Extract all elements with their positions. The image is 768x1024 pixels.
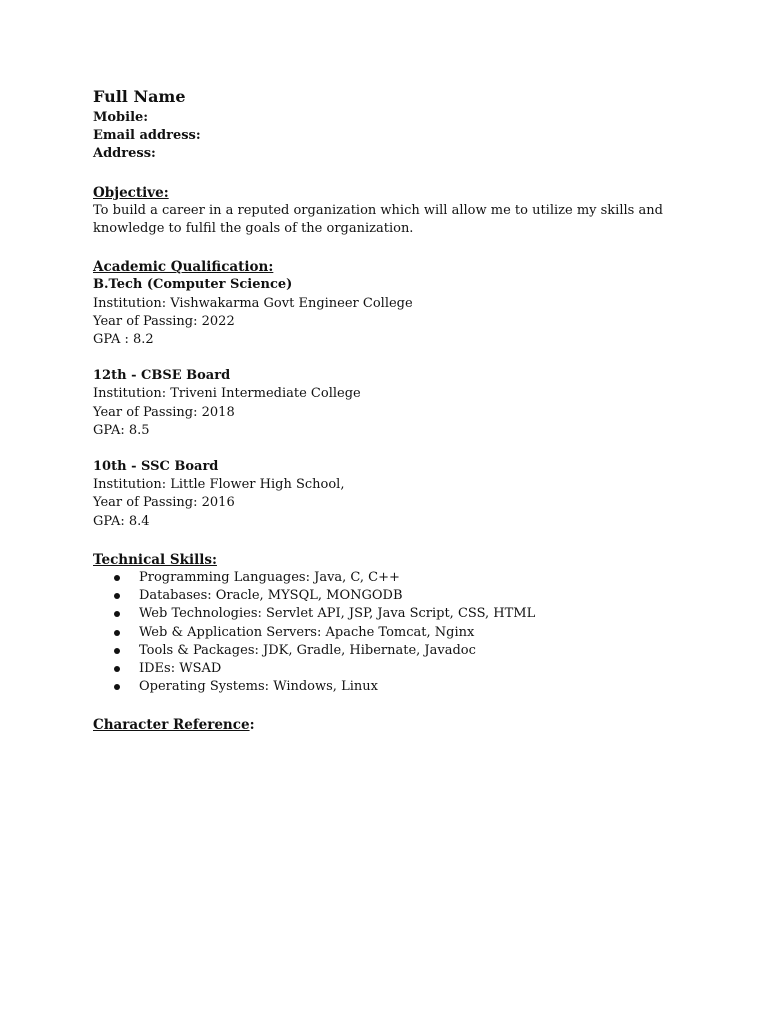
education-gpa: GPA: 8.4 <box>93 513 150 529</box>
bullet-icon <box>114 684 120 690</box>
references-heading <box>93 716 693 734</box>
education-gpa: GPA: 8.5 <box>93 422 150 438</box>
skill-text: Operating Systems: Windows, Linux <box>139 679 378 695</box>
skill-item <box>93 624 693 642</box>
bullet-icon <box>114 611 120 617</box>
education-entry-btech <box>93 276 693 349</box>
education-year: Year of Passing: 2016 <box>93 495 235 511</box>
email-label: Email address: <box>93 128 201 144</box>
education-entry-12th <box>93 367 693 440</box>
full-name: Full Name <box>93 87 186 106</box>
bullet-icon <box>114 648 120 654</box>
bullet-icon <box>114 593 120 599</box>
spacer <box>93 531 693 551</box>
address-label: Address: <box>93 146 156 162</box>
education-year: Year of Passing: 2018 <box>93 404 235 420</box>
skill-item <box>93 678 693 696</box>
skill-text: IDEs: WSAD <box>139 661 222 677</box>
spacer <box>93 164 693 184</box>
objective-title: Objective: <box>93 184 169 201</box>
objective-text-line-1: To build a career in a reputed organization which will allow me to utilize my skills and <box>93 202 663 218</box>
bullet-icon <box>114 666 120 672</box>
skill-item <box>93 642 693 660</box>
references-colon: : <box>249 717 255 734</box>
education-gpa: GPA : 8.2 <box>93 332 154 348</box>
skill-text: Web & Application Servers: Apache Tomcat, Nginx <box>139 624 475 640</box>
education-heading: 10th - SSC Board <box>93 459 219 475</box>
spacer <box>93 696 693 716</box>
bullet-icon <box>114 575 120 581</box>
academic-title: Academic Qualification: <box>93 259 274 276</box>
spacer <box>93 440 693 458</box>
education-institution: Institution: Triveni Intermediate College <box>93 386 361 402</box>
skill-text: Programming Languages: Java, C, C++ <box>139 570 400 586</box>
skill-item <box>93 587 693 605</box>
education-institution: Institution: Little Flower High School, <box>93 477 345 493</box>
objective-text-line-2: knowledge to fulfil the goals of the organization. <box>93 221 414 237</box>
bullet-icon <box>114 630 120 636</box>
skill-text: Tools & Packages: JDK, Gradle, Hibernate, Javadoc <box>139 642 476 658</box>
education-heading: B.Tech (Computer Science) <box>93 277 293 293</box>
education-entry-10th <box>93 458 693 531</box>
skill-item <box>93 569 693 587</box>
education-heading: 12th - CBSE Board <box>93 368 231 384</box>
spacer <box>93 238 693 258</box>
mobile-label: Mobile: <box>93 110 149 125</box>
skills-list <box>93 569 693 696</box>
education-year: Year of Passing: 2022 <box>93 313 235 329</box>
spacer <box>93 349 693 367</box>
skills-title: Technical Skills: <box>93 551 217 568</box>
skill-text: Web Technologies: Servlet API, JSP, Java Script, CSS, HTML <box>139 606 536 622</box>
education-institution: Institution: Vishwakarma Govt Engineer College <box>93 295 413 311</box>
skill-text: Databases: Oracle, MYSQL, MONGODB <box>139 588 403 604</box>
skill-item <box>93 660 693 678</box>
references-title: Character Reference <box>93 717 250 734</box>
resume-page <box>93 86 693 735</box>
skill-item <box>93 605 693 623</box>
